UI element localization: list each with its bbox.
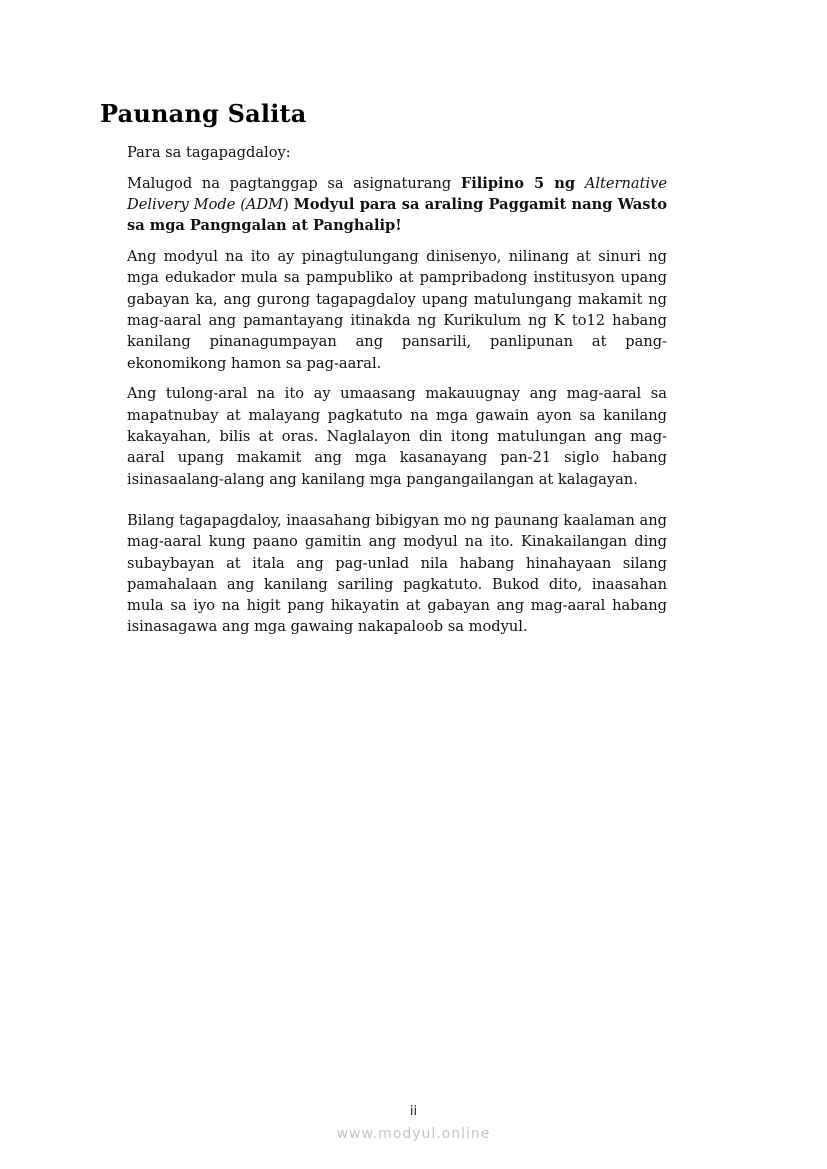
paragraph-3: Bilang tagapagdaloy, inaasahang bibigyan mo ng paunang kaalaman ang mag-aaral kung paano gamitin ang modyul na ito. Kinakailangan ding subaybayan at itala ang pag-unlad nila habang hinahayaan silang pamahalaan ang kanilang sariling pagkatuto. Bukod dito, inaasahan mula sa iyo na higit pang hikayatin at gabayan ang mag-aaral habang isinasagawa ang mga gawaing nakapaloob sa modyul. (127, 511, 667, 636)
page-number: ii (409, 1104, 418, 1119)
welcome-paragraph (127, 173, 667, 237)
paragraph-2: Ang tulong-aral na ito ay umaasang makauugnay ang mag-aaral sa mapatnubay at malayang pagkatuto na mga gawain ayon sa kanilang kakayahan, bilis at oras. Naglalayon din itong matulungan ang mag-aaral upang makamit ang mga kasanayang pan-21 siglo habang isinasaalang-alang ang kanilang mga pangangailangan at kalagayan. (127, 385, 667, 488)
module-title: Modyul para sa araling Paggamit nang Wasto sa mga Pangngalan at Panghalip! (127, 196, 667, 235)
paragraph-1: Ang modyul na ito ay pinagtulungang dinisenyo, nilinang at sinuri ng mga edukador mula sa pampubliko at pampribadong institusyon upang gabayan ka, ang gurong tagapagdaloy upang matulungang makamit ng mag-aaral ang pamantayang itinakda ng Kurikulum ng K to12 habang kanilang pinanagumpayan ang pansarili, panlipunan at pang-ekonomikong hamon sa pag-aaral. (127, 248, 667, 372)
adm-term: Alternative Delivery Mode (ADM (127, 174, 668, 214)
subject-name: Filipino 5 ng (460, 174, 576, 192)
page-title: Paunang Salita (100, 99, 307, 128)
welcome-space (575, 175, 585, 192)
greeting: Para sa tagapagdaloy: (127, 144, 291, 161)
body-content (127, 142, 667, 647)
welcome-paren: ) (283, 196, 294, 214)
watermark: www.modyul.online (336, 1126, 491, 1142)
welcome-text: Malugod na pagtanggap sa asignaturang (127, 174, 461, 192)
